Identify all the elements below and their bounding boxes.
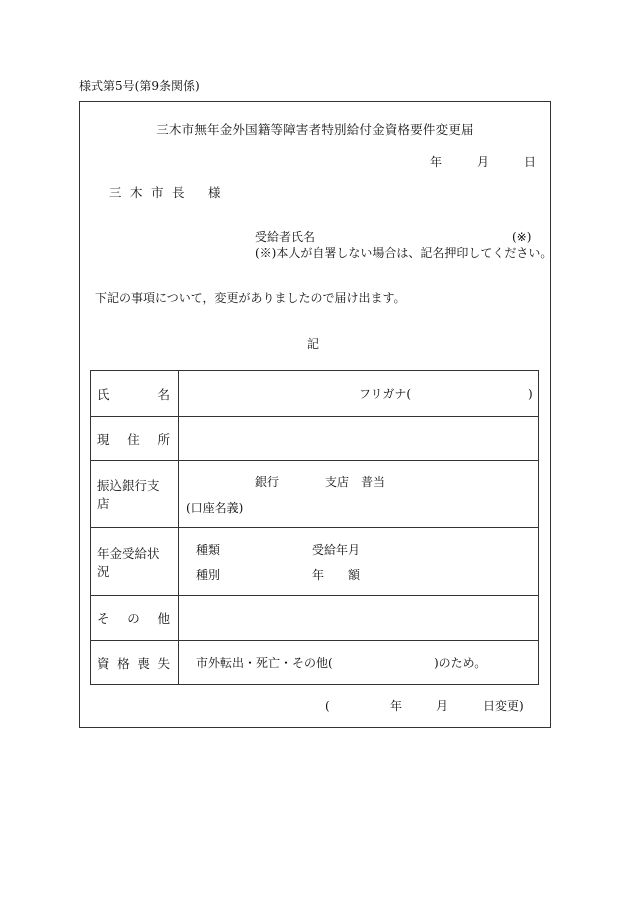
furigana-close: ) <box>528 387 533 401</box>
addressee <box>109 187 221 200</box>
date-day-label: 日 <box>524 155 537 169</box>
pension-kind1: 種類 <box>196 543 221 557</box>
addressee-char: 三 <box>109 185 122 200</box>
footer-month: 月 <box>436 699 449 713</box>
furigana-open: フリガナ( <box>359 387 412 401</box>
table-row-bank <box>91 461 538 528</box>
loss-reason: )のため。 <box>434 656 487 670</box>
pension-amount-nen: 年 <box>312 568 325 582</box>
address-label: 現 住 所 <box>97 431 170 447</box>
bank-text: 銀行 <box>255 475 280 489</box>
addressee-char: 様 <box>208 185 221 200</box>
pension-kind2: 種別 <box>196 568 221 582</box>
intro-text: 下記の事項について，変更がありましたので届け出ます。 <box>95 291 406 305</box>
date-year-label: 年 <box>430 155 443 169</box>
recipient-mark: (※) <box>512 230 532 244</box>
loss-text: 市外転出・死亡・その他( <box>196 656 333 670</box>
name-label: 氏 名 <box>97 386 170 402</box>
addressee-char: 長 <box>172 185 185 200</box>
pension-amount-gaku: 額 <box>348 568 361 582</box>
document-title: 三木市無年金外国籍等障害者特別給付金資格要件変更届 <box>156 122 474 137</box>
pension-label: 年金受給状況 <box>97 545 160 579</box>
table-row-address <box>91 417 538 461</box>
date-month-label: 月 <box>477 155 490 169</box>
footer-year: 年 <box>390 699 403 713</box>
loss-label: 資 格 喪 失 <box>97 655 170 671</box>
footer-day-change: 日変更) <box>483 699 524 713</box>
footer-open-paren: ( <box>325 699 330 713</box>
pension-receipt-date: 受給年月 <box>312 543 361 557</box>
account-holder-label: (口座名義) <box>186 501 244 515</box>
table-row-loss <box>91 641 538 684</box>
addressee-char: 市 <box>151 185 164 200</box>
other-label: そ の 他 <box>97 611 170 626</box>
table-row-name <box>91 371 538 417</box>
branch-text: 支店 <box>325 475 350 489</box>
recipient-note: (※)本人が自署しない場合は、記名押印してください。 <box>255 246 553 260</box>
form-number-label: 様式第5号(第9条関係) <box>79 79 200 93</box>
table-row-other <box>91 596 538 641</box>
form-table <box>90 370 539 685</box>
ki-heading: 記 <box>307 337 320 351</box>
account-type: 普当 <box>361 475 386 489</box>
table-row-pension <box>91 528 538 596</box>
addressee-char: 木 <box>130 185 143 200</box>
bank-label: 振込銀行支店 <box>97 478 160 511</box>
recipient-name-label: 受給者氏名 <box>255 230 316 244</box>
